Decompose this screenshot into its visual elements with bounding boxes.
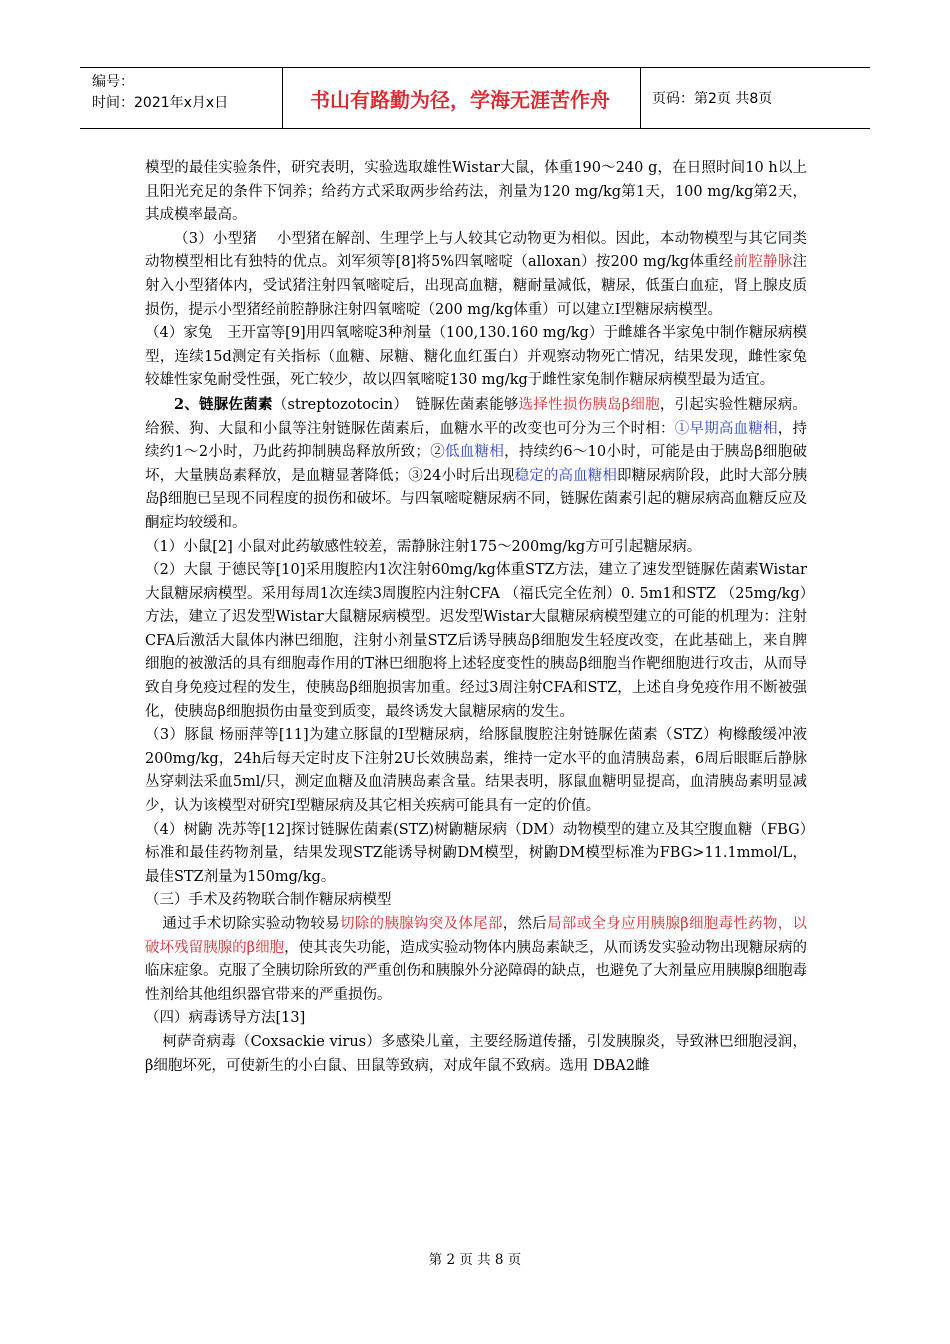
section-heading: 2、链脲佐菌素 [174,395,273,413]
paragraph-text: （2）大鼠 于德民等[10]采用腹腔内1次注射60mg/kg体重STZ方法，建立了速发型链脲佐菌素Wistar大鼠糖尿病模型。采用每周1次连续3周腹腔内注射CFA （福氏完全佐剂）0. 5m1和STZ （25mg/kg）方法，建立了迟发型Wistar大鼠糖尿病模型。迟发型Wistar大鼠糖尿病模型建立的可能的机理为：注射CFA后激活大鼠体内淋巴细胞，注射小剂量STZ后诱导胰岛β细胞发生轻度改变，在此基础上，来自脾细胞的被激活的具有细胞毒作用的T淋巴细胞将上述轻度变性的胰岛β细胞当作靶细胞进行攻击，从而导致自身免疫过程的发生，使胰岛β细胞损害加重。经过3周注射CFA和STZ，上述自身免疫作用不断被强化，使胰岛β细胞损伤由量变到质变，最终诱发大鼠糖尿病的发生。 [145,562,807,720]
highlight-text: 低血糖相 [445,444,505,461]
highlight-text: 局部或全身应用胰腺β细胞毒性药物，以破坏残留胰腺的β细胞 [145,916,808,956]
paragraph-text: ，持续约6～10小时，可能是由于胰岛β细胞破坏，大量胰岛素释放，是血糖显著降低；③24小时后出现 [145,444,808,484]
highlight-text: 切除的胰腺钩突及体尾部 [339,916,503,932]
code-label: 编号： [92,74,134,90]
paragraph-text: （4）家兔 王开富等[9]用四氧嘧啶3种剂量（100,130.160 mg/kg）于雌雄各半家兔中制作糖尿病模型，连续15d测定有关指标（血糖、尿糖、糖化血红蛋白）并观察动物死亡情况，结果发现，雌性家兔较雄性家兔耐受性强，死亡较少，故以四氧嘧啶130 mg/kg于雌性家兔制作糖尿病模型最为适宜。 [145,325,807,389]
paragraph-rat [145,559,807,724]
paragraph-text: ，引起实验性糖尿病。给猴、狗、大鼠和小鼠等注射链脲佐菌素后，血糖水平的改变也可分为三个时相： [145,396,807,437]
paragraph-tree-shrew [145,819,807,890]
highlight-text: ①早期高血糖相 [674,420,778,437]
header-motto: 书山有路勤为径，学海无涯苦作舟 [310,87,610,112]
page-footer: 第 2 页 共 8 页 [428,1252,522,1268]
paragraph-text: （streptozotocin） 链脲佐菌素能够 [272,396,519,413]
header-page-info: 页码：第2页 共8页 [652,91,773,107]
paragraph-text: ，使其丧失功能，造成实验动物体内胰岛素缺乏，从而诱发实验动物出现糖尿病的临床症象。克服了全胰切除所致的严重创伤和胰腺外分泌障碍的缺点，也避免了大剂量应用胰腺β细胞毒性剂给其他组织器官带来的严重损伤。 [145,939,808,1003]
document-body [145,157,807,1078]
section-heading: （四）病毒诱导方法[13] [145,1010,306,1027]
paragraph-text: 通过手术切除实验动物较易 [162,916,340,932]
paragraph-text: （3）小型猪 小型猪在解剖、生理学上与人较其它动物更为相似。因此，本动物模型与其它同类动物模型相比有独特的优点。刘军须等[8]将5%四氧嘧啶（alloxan）按200 mg/kg体重经 [145,230,807,271]
paragraph-text: （4）树鼩 冼苏等[12]探讨链脲佐菌素(STZ)树鼩糖尿病（DM）动物模型的建立及其空腹血糖（FBG）标准和最佳药物剂量，结果发现STZ能诱导树鼩DM模型，树鼩DM模型标准为FBG>11.1mmol/L，最佳STZ剂量为150mg/kg。 [145,821,807,885]
paragraph-mouse [145,536,807,560]
paragraph-rabbit [145,322,807,393]
section-heading-surgery [145,889,807,913]
paragraph [145,157,807,228]
page-header [80,67,870,129]
paragraph-virus [145,1031,807,1078]
paragraph-text: 模型的最佳实验条件，研究表明，实验选取雄性Wistar大鼠，体重190～240 g，在日照时间10 h以上且阳光充足的条件下饲养；给药方式采取两步给药法，剂量为120 mg/kg第1天，100 mg/kg第2天，其成模率最高。 [145,160,807,224]
paragraph-text: ，持续约1～2小时，乃此药抑制胰岛释放所致；② [145,420,808,461]
section-heading-virus [145,1007,807,1031]
paragraph-mini-pig [145,228,807,322]
paragraph-text: （1）小鼠[2] 小鼠对此药敏感性较差，需静脉注射175～200mg/kg方可引起糖尿病。 [145,538,702,555]
paragraph-text: 注射入小型猪体内，受试猪注射四氧嘧啶后，出现高血糖，糖耐量减低，糖尿，低蛋白血症，肾上腺皮质损伤，提示小型猪经前腔静脉注射四氧嘧啶（200 mg/kg体重）可以建立Ⅰ型糖尿病模型。 [145,254,808,318]
paragraph-surgery [145,913,807,1007]
paragraph-text: （3）豚鼠 杨丽萍等[11]为建立豚鼠的I型糖尿病，给豚鼠腹腔注射链脲佐菌素（STZ）枸橼酸缓冲液200mg/kg，24h后每天定时皮下注射2U长效胰岛素，维持一定水平的血清胰岛素，6周后眼眶后静脉丛穿刺法采血5ml/只，测定血糖及血清胰岛素含量。结果表明，豚鼠血糖明显提高，血清胰岛素明显减少，认为该模型对研究I型糖尿病及其它相关疾病可能具有一定的价值。 [145,727,807,815]
paragraph-text: 即糖尿病阶段，此时大部分胰岛β细胞已呈现不同程度的损伤和破坏。与四氧嘧啶糖尿病不同，链脲佐菌素引起的糖尿病高血糖反应及酮症均较缓和。 [145,467,808,531]
header-divider [640,68,641,128]
time-label: 时间：2021年x月x日 [92,95,229,111]
highlight-text: 稳定的高血糖相 [514,467,617,484]
section-heading: （三）手术及药物联合制作糖尿病模型 [145,892,392,909]
paragraph-text: ，然后 [502,916,548,932]
highlight-text: 前腔静脉 [733,254,793,271]
header-meta [92,72,292,114]
highlight-text: 选择性损伤胰岛β细胞 [518,396,660,413]
paragraph-guinea-pig [145,724,807,818]
paragraph-text: 柯萨奇病毒（Coxsackie virus）多感染儿童，主要经肠道传播，引发胰腺炎，导致淋巴细胞浸润，β细胞坏死，可使新生的小白鼠、田鼠等致病，对成年鼠不致病。选用 DBA2雌 [145,1033,807,1074]
paragraph-stz [145,393,807,536]
